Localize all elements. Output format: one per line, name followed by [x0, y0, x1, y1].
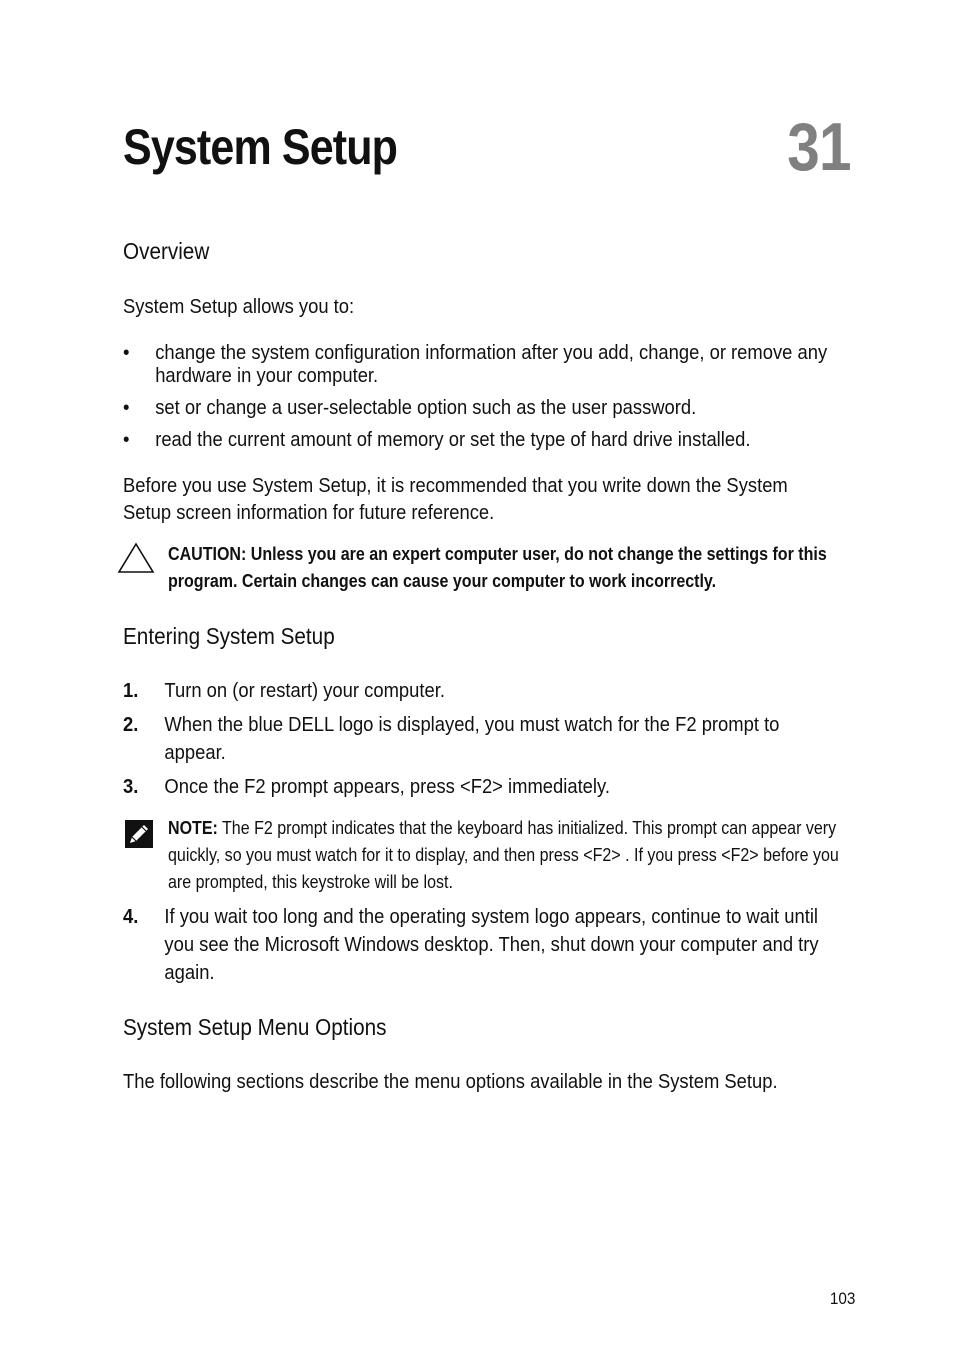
step-number: 3. [123, 776, 139, 798]
bullet-icon: • [123, 397, 130, 419]
step-text: Turn on (or restart) your computer. [164, 680, 445, 702]
caution-text: Unless you are an expert computer user, do not change the settings for this program. Certain changes can cause your computer to work incorrectly. [168, 544, 827, 591]
page-number: 103 [829, 1289, 855, 1308]
caution-triangle-icon [117, 542, 155, 574]
caution-notice [168, 541, 844, 595]
note-notice [168, 815, 844, 896]
overview-intro: System Setup allows you to: [123, 296, 355, 318]
step-number: 2. [123, 714, 139, 736]
menu-options-text: The following sections describe the menu options available in the System Setup. [123, 1071, 778, 1093]
step-text: Once the F2 prompt appears, press <F2> immediately. [164, 776, 610, 798]
bullet-text: set or change a user-selectable option such as the user password. [155, 397, 697, 419]
bullet-text: change the system configuration information after you add, change, or remove any hardware in your computer. [155, 342, 828, 387]
bullet-icon: • [123, 429, 130, 451]
menu-options-heading: System Setup Menu Options [123, 1014, 387, 1040]
overview-heading: Overview [123, 238, 210, 264]
chapter-title: System Setup [123, 119, 398, 175]
note-text: The F2 prompt indicates that the keyboard has initialized. This prompt can appear very quickly, so you must watch for it to display, and then press <F2> . If you press <F2> before you are prompted, this keystroke will be lost. [168, 818, 839, 892]
note-pencil-icon [125, 820, 153, 848]
caution-label: CAUTION: [168, 544, 247, 564]
entering-heading: Entering System Setup [123, 623, 335, 649]
chapter-number: 31 [787, 109, 851, 185]
bullet-text: read the current amount of memory or set the type of hard drive installed. [155, 429, 751, 451]
step-number: 1. [123, 680, 139, 702]
step-number: 4. [123, 906, 139, 928]
overview-closing: Before you use System Setup, it is recommended that you write down the System Setup screen information for future reference. [123, 475, 788, 524]
step-text: If you wait too long and the operating system logo appears, continue to wait until you see the Microsoft Windows desktop. Then, shut down your computer and try again. [164, 906, 819, 984]
note-label: NOTE: [168, 818, 218, 838]
step-text: When the blue DELL logo is displayed, you must watch for the F2 prompt to appear. [164, 714, 780, 764]
bullet-icon: • [123, 342, 130, 364]
